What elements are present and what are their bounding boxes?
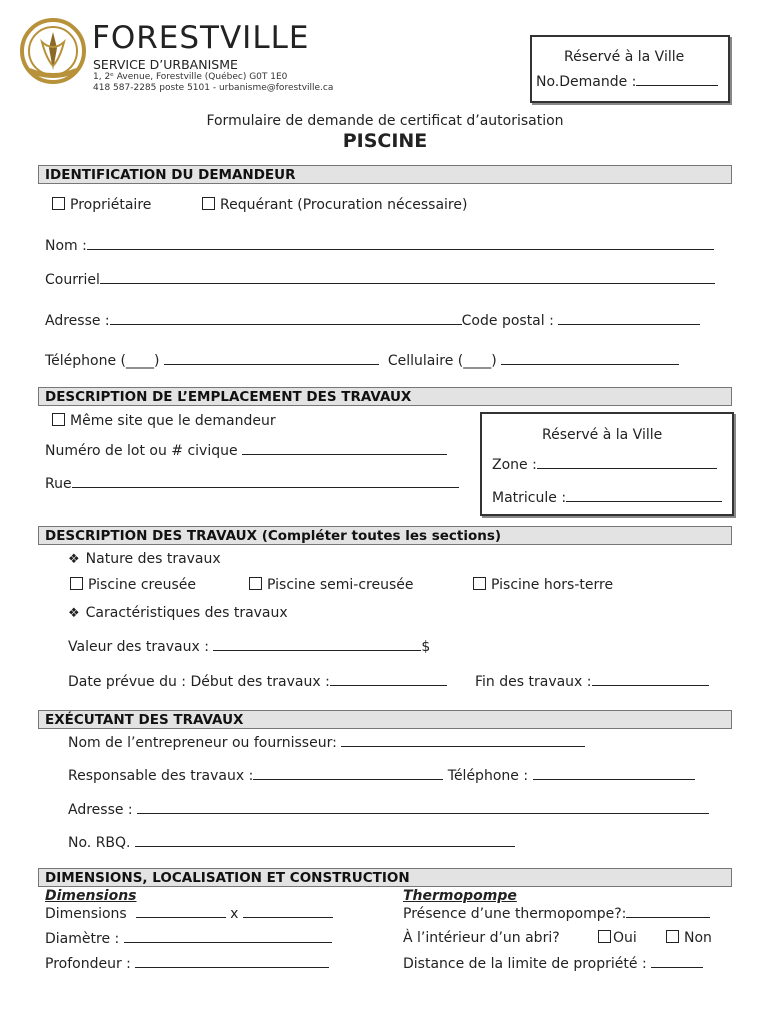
location-reserved-title: Réservé à la Ville xyxy=(542,427,663,443)
matricule-field[interactable] xyxy=(566,489,722,502)
depth-field[interactable] xyxy=(135,955,329,968)
service-name: SERVICE D’URBANISME xyxy=(93,57,238,72)
reserved-box-header xyxy=(530,35,730,103)
email-field[interactable] xyxy=(100,271,715,284)
reserved-title: Réservé à la Ville xyxy=(564,49,685,65)
end-date-label: Fin des travaux : xyxy=(475,674,592,690)
owner-label: Propriétaire xyxy=(70,197,152,213)
applicant-label: Requérant (Procuration nécessaire) xyxy=(220,197,468,213)
postal-field[interactable] xyxy=(558,312,700,325)
contractor-phone-label: Téléphone : xyxy=(447,768,529,784)
semi-inground-label: Piscine semi-creusée xyxy=(267,577,414,593)
shelter-yes-label: Oui xyxy=(613,930,637,946)
request-no-label: No.Demande : xyxy=(536,74,637,90)
rbq-label: No. RBQ. xyxy=(68,835,131,851)
postal-label: Code postal : xyxy=(461,313,554,329)
shelter-yes-checkbox[interactable] xyxy=(598,930,611,943)
contractor-phone-field[interactable] xyxy=(533,767,695,780)
diamond-bullet-icon: ❖ xyxy=(68,552,80,567)
contractor-address-field[interactable] xyxy=(137,801,709,814)
zone-field[interactable] xyxy=(537,456,717,469)
nature-label: Nature des travaux xyxy=(85,551,221,567)
phone-label: Téléphone (____) xyxy=(45,353,160,369)
section-dimensions-heading: DIMENSIONS, LOCALISATION ET CONSTRUCTION xyxy=(38,868,732,887)
section-works-heading: DESCRIPTION DES TRAVAUX (Compléter toutes les sections) xyxy=(38,526,732,545)
inground-checkbox[interactable] xyxy=(70,577,83,590)
characteristics-label: Caractéristiques des travaux xyxy=(85,605,288,621)
same-site-label: Même site que le demandeur xyxy=(70,413,276,429)
above-ground-checkbox[interactable] xyxy=(473,577,486,590)
street-field[interactable] xyxy=(72,475,459,488)
shelter-label: À l’intérieur d’un abri? xyxy=(403,930,560,946)
applicant-checkbox[interactable] xyxy=(202,197,215,210)
dimensions-subtitle: Dimensions xyxy=(45,888,137,904)
matricule-label: Matricule : xyxy=(492,490,567,506)
semi-inground-checkbox[interactable] xyxy=(249,577,262,590)
value-label: Valeur des travaux : xyxy=(68,639,209,655)
heat-pump-subtitle: Thermopompe xyxy=(403,888,517,904)
name-label: Nom : xyxy=(45,238,87,254)
start-date-field[interactable] xyxy=(330,673,447,686)
diameter-field[interactable] xyxy=(124,930,332,943)
dimension-width-field[interactable] xyxy=(136,905,226,918)
forestville-logo xyxy=(20,18,86,84)
heat-pump-label: Présence d’une thermopompe?: xyxy=(403,906,627,922)
diameter-label: Diamètre : xyxy=(45,931,120,947)
inground-label: Piscine creusée xyxy=(88,577,196,593)
contractor-address-label: Adresse : xyxy=(68,802,133,818)
heat-pump-field[interactable] xyxy=(626,905,710,918)
distance-label: Distance de la limite de propriété : xyxy=(403,956,647,972)
responsible-field[interactable] xyxy=(253,767,443,780)
currency-label: $ xyxy=(421,639,431,655)
shelter-no-checkbox[interactable] xyxy=(666,930,679,943)
org-address: 1, 2ᵉ Avenue, Forestville (Québec) G0T 1E0 xyxy=(93,72,288,82)
section-contractor-heading: EXÉCUTANT DES TRAVAUX xyxy=(38,710,732,729)
responsible-label: Responsable des travaux : xyxy=(68,768,254,784)
section-identification-heading: IDENTIFICATION DU DEMANDEUR xyxy=(38,165,732,184)
shelter-no-label: Non xyxy=(684,930,712,946)
same-site-checkbox[interactable] xyxy=(52,413,65,426)
diamond-bullet-icon: ❖ xyxy=(68,606,80,621)
section-location-heading: DESCRIPTION DE L’EMPLACEMENT DES TRAVAUX xyxy=(38,387,732,406)
reserved-box-location xyxy=(480,412,734,516)
depth-label: Profondeur : xyxy=(45,956,131,972)
address-field[interactable] xyxy=(110,312,462,325)
owner-checkbox[interactable] xyxy=(52,197,65,210)
dimensions-label: Dimensions xyxy=(45,906,127,922)
lot-field[interactable] xyxy=(242,442,447,455)
start-date-label: Date prévue du : Début des travaux : xyxy=(68,674,330,690)
x-label: x xyxy=(230,906,239,922)
phone-field[interactable] xyxy=(164,352,379,365)
distance-field[interactable] xyxy=(651,955,703,968)
contractor-field[interactable] xyxy=(341,734,585,747)
request-no-field[interactable] xyxy=(636,73,718,86)
street-label: Rue xyxy=(45,476,72,492)
form-title: PISCINE xyxy=(342,130,428,152)
contractor-label: Nom de l’entrepreneur ou fournisseur: xyxy=(68,735,337,751)
rbq-field[interactable] xyxy=(135,834,515,847)
end-date-field[interactable] xyxy=(592,673,709,686)
mobile-field[interactable] xyxy=(501,352,679,365)
dimension-length-field[interactable] xyxy=(243,905,333,918)
mobile-label: Cellulaire (____) xyxy=(387,353,497,369)
form-subtitle: Formulaire de demande de certificat d’autorisation xyxy=(206,113,564,129)
email-label: Courriel xyxy=(45,272,100,288)
above-ground-label: Piscine hors-terre xyxy=(491,577,614,593)
org-contact: 418 587-2285 poste 5101 - urbanisme@forestville.ca xyxy=(93,83,334,93)
value-field[interactable] xyxy=(213,638,421,651)
lot-label: Numéro de lot ou # civique xyxy=(45,443,238,459)
name-field[interactable] xyxy=(87,237,714,250)
address-label: Adresse : xyxy=(45,313,110,329)
org-name: FORESTVILLE xyxy=(92,20,310,56)
zone-label: Zone : xyxy=(492,457,537,473)
